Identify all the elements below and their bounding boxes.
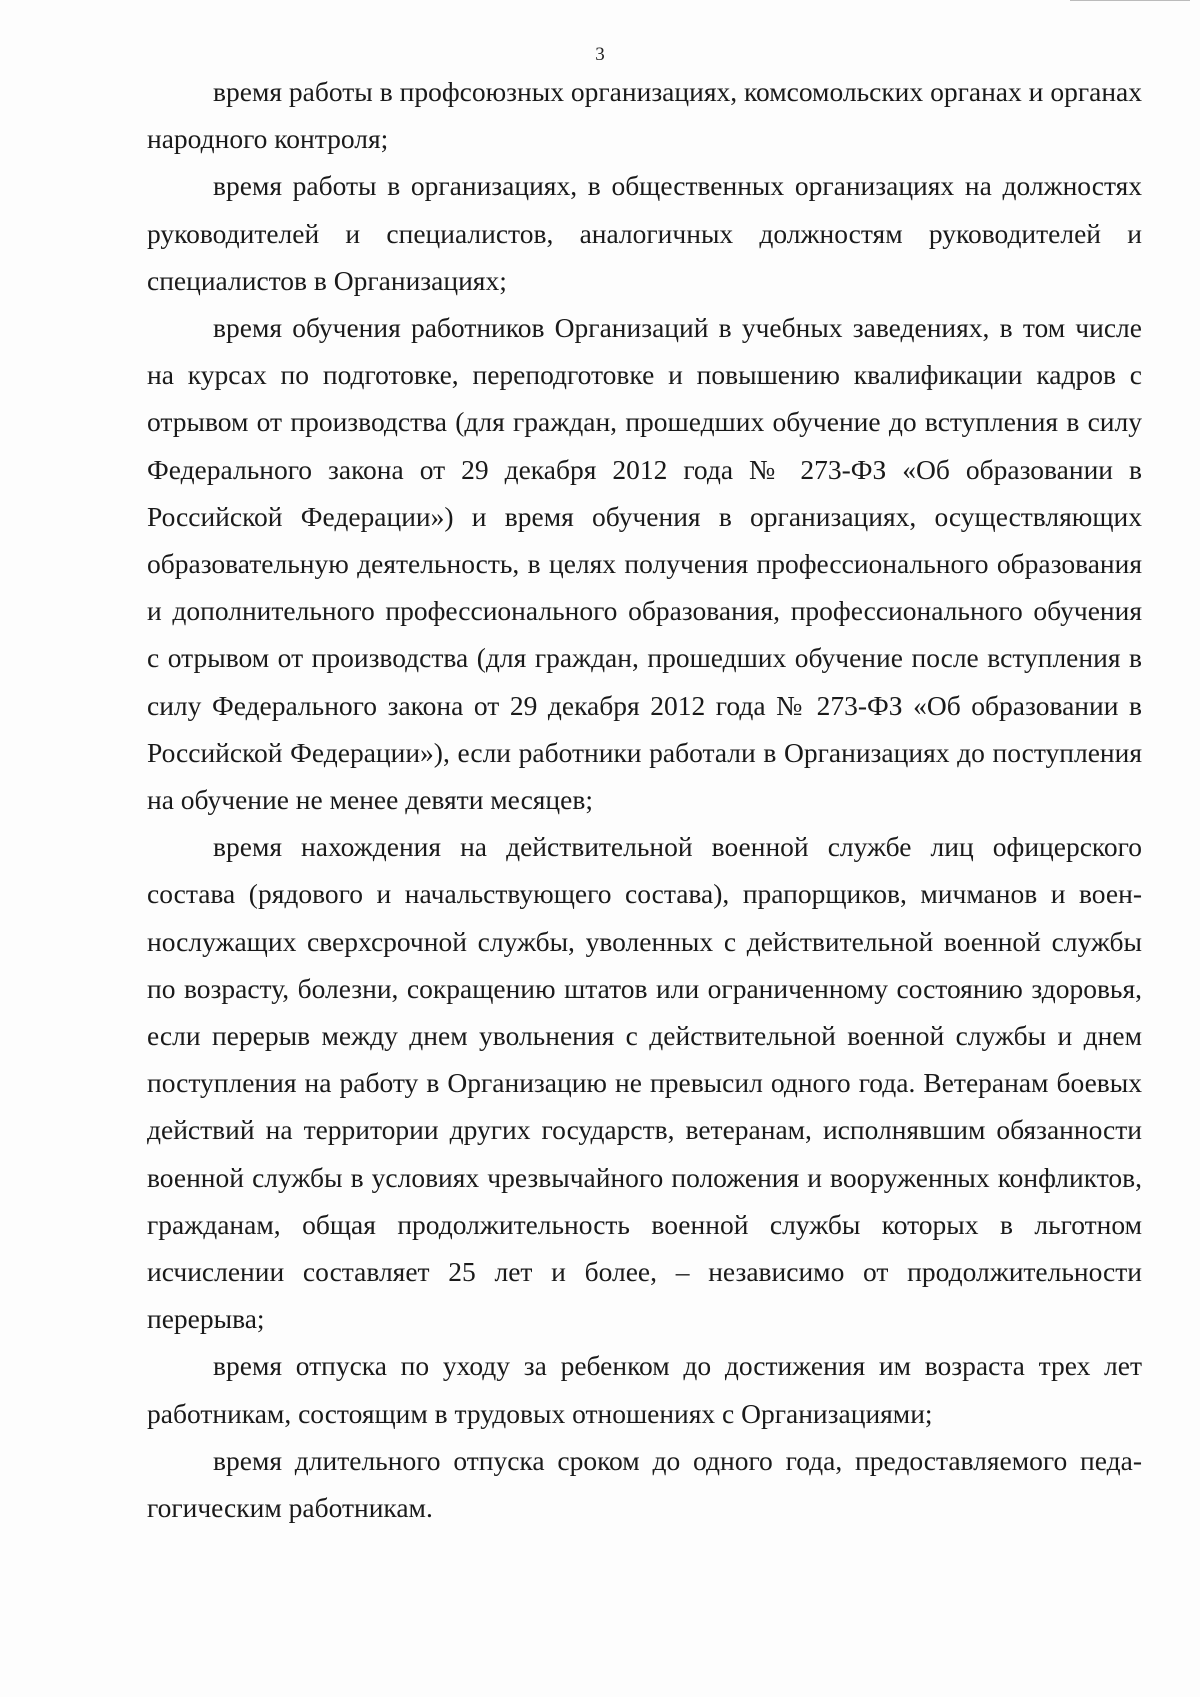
scan-edge-mark (1070, 0, 1190, 5)
paragraph-public-organizations-work: время работы в организациях, в общественных организациях на должностях руководителей и специалистов, аналогичных должностям руководителей и специалистов в Организациях; (147, 170, 1142, 296)
paragraph-education-time: время обучения работников Организаций в учебных заведениях, в том числе на курсах по подготовке, переподготовке и повышению квалификации кадров с отрывом от производства (для граждан, прошедших обучение до вступления в силу Федерального закона от 29 декабря 2012 года № 273-ФЗ «Об образовании в Российской Федерации») и время обучения в организациях, осуществляющих образовательную деятельность, в целях получения профессионального образования и дополнительного профессионального образования, профессионального обучения с отрывом от производства (для граждан, прошедших обучение после вступления в силу Федерального закона от 29 декабря 2012 года № 273-ФЗ «Об образовании в Российской Федерации»), если работники работали в Организациях до поступления на обучение не менее девяти месяцев; (147, 312, 1142, 816)
document-body (147, 68, 1142, 1531)
paragraph-childcare-leave: время отпуска по уходу за ребенком до достижения им возраста трех лет работникам, состоящим в трудовых отношениях с Организациями; (147, 1350, 1142, 1429)
page-number: 3 (595, 44, 605, 65)
paragraph-trade-union-work: время работы в профсоюзных организациях, комсомольских органах и органах народного контроля; (147, 76, 1142, 155)
paragraph-military-service: время нахождения на действительной военной службе лиц офицерского состава (рядового и начальствующего состава), прапорщиков, мичманов и военнослужащих сверхсрочной службы, уволенных с действительной военной службы по возрасту, болезни, сокращению штатов или ограниченному состоянию здоровья, если перерыв между днем увольнения с действительной военной службы и днем поступления на работу в Организацию не превысил одного года. Ветеранам боевых действий на территории других государств, ветеранам, исполнявшим обязанности военной службы в условиях чрезвычайного положения и вооруженных конфликтов, гражданам, общая продолжительность военной службы которых в льготном исчислении составляет 25 лет и более, – независимо от продолжительности перерыва; (147, 831, 1142, 1335)
paragraph-long-leave: время длительного отпуска сроком до одного года, предоставляемого педагогическим работникам. (147, 1444, 1142, 1524)
